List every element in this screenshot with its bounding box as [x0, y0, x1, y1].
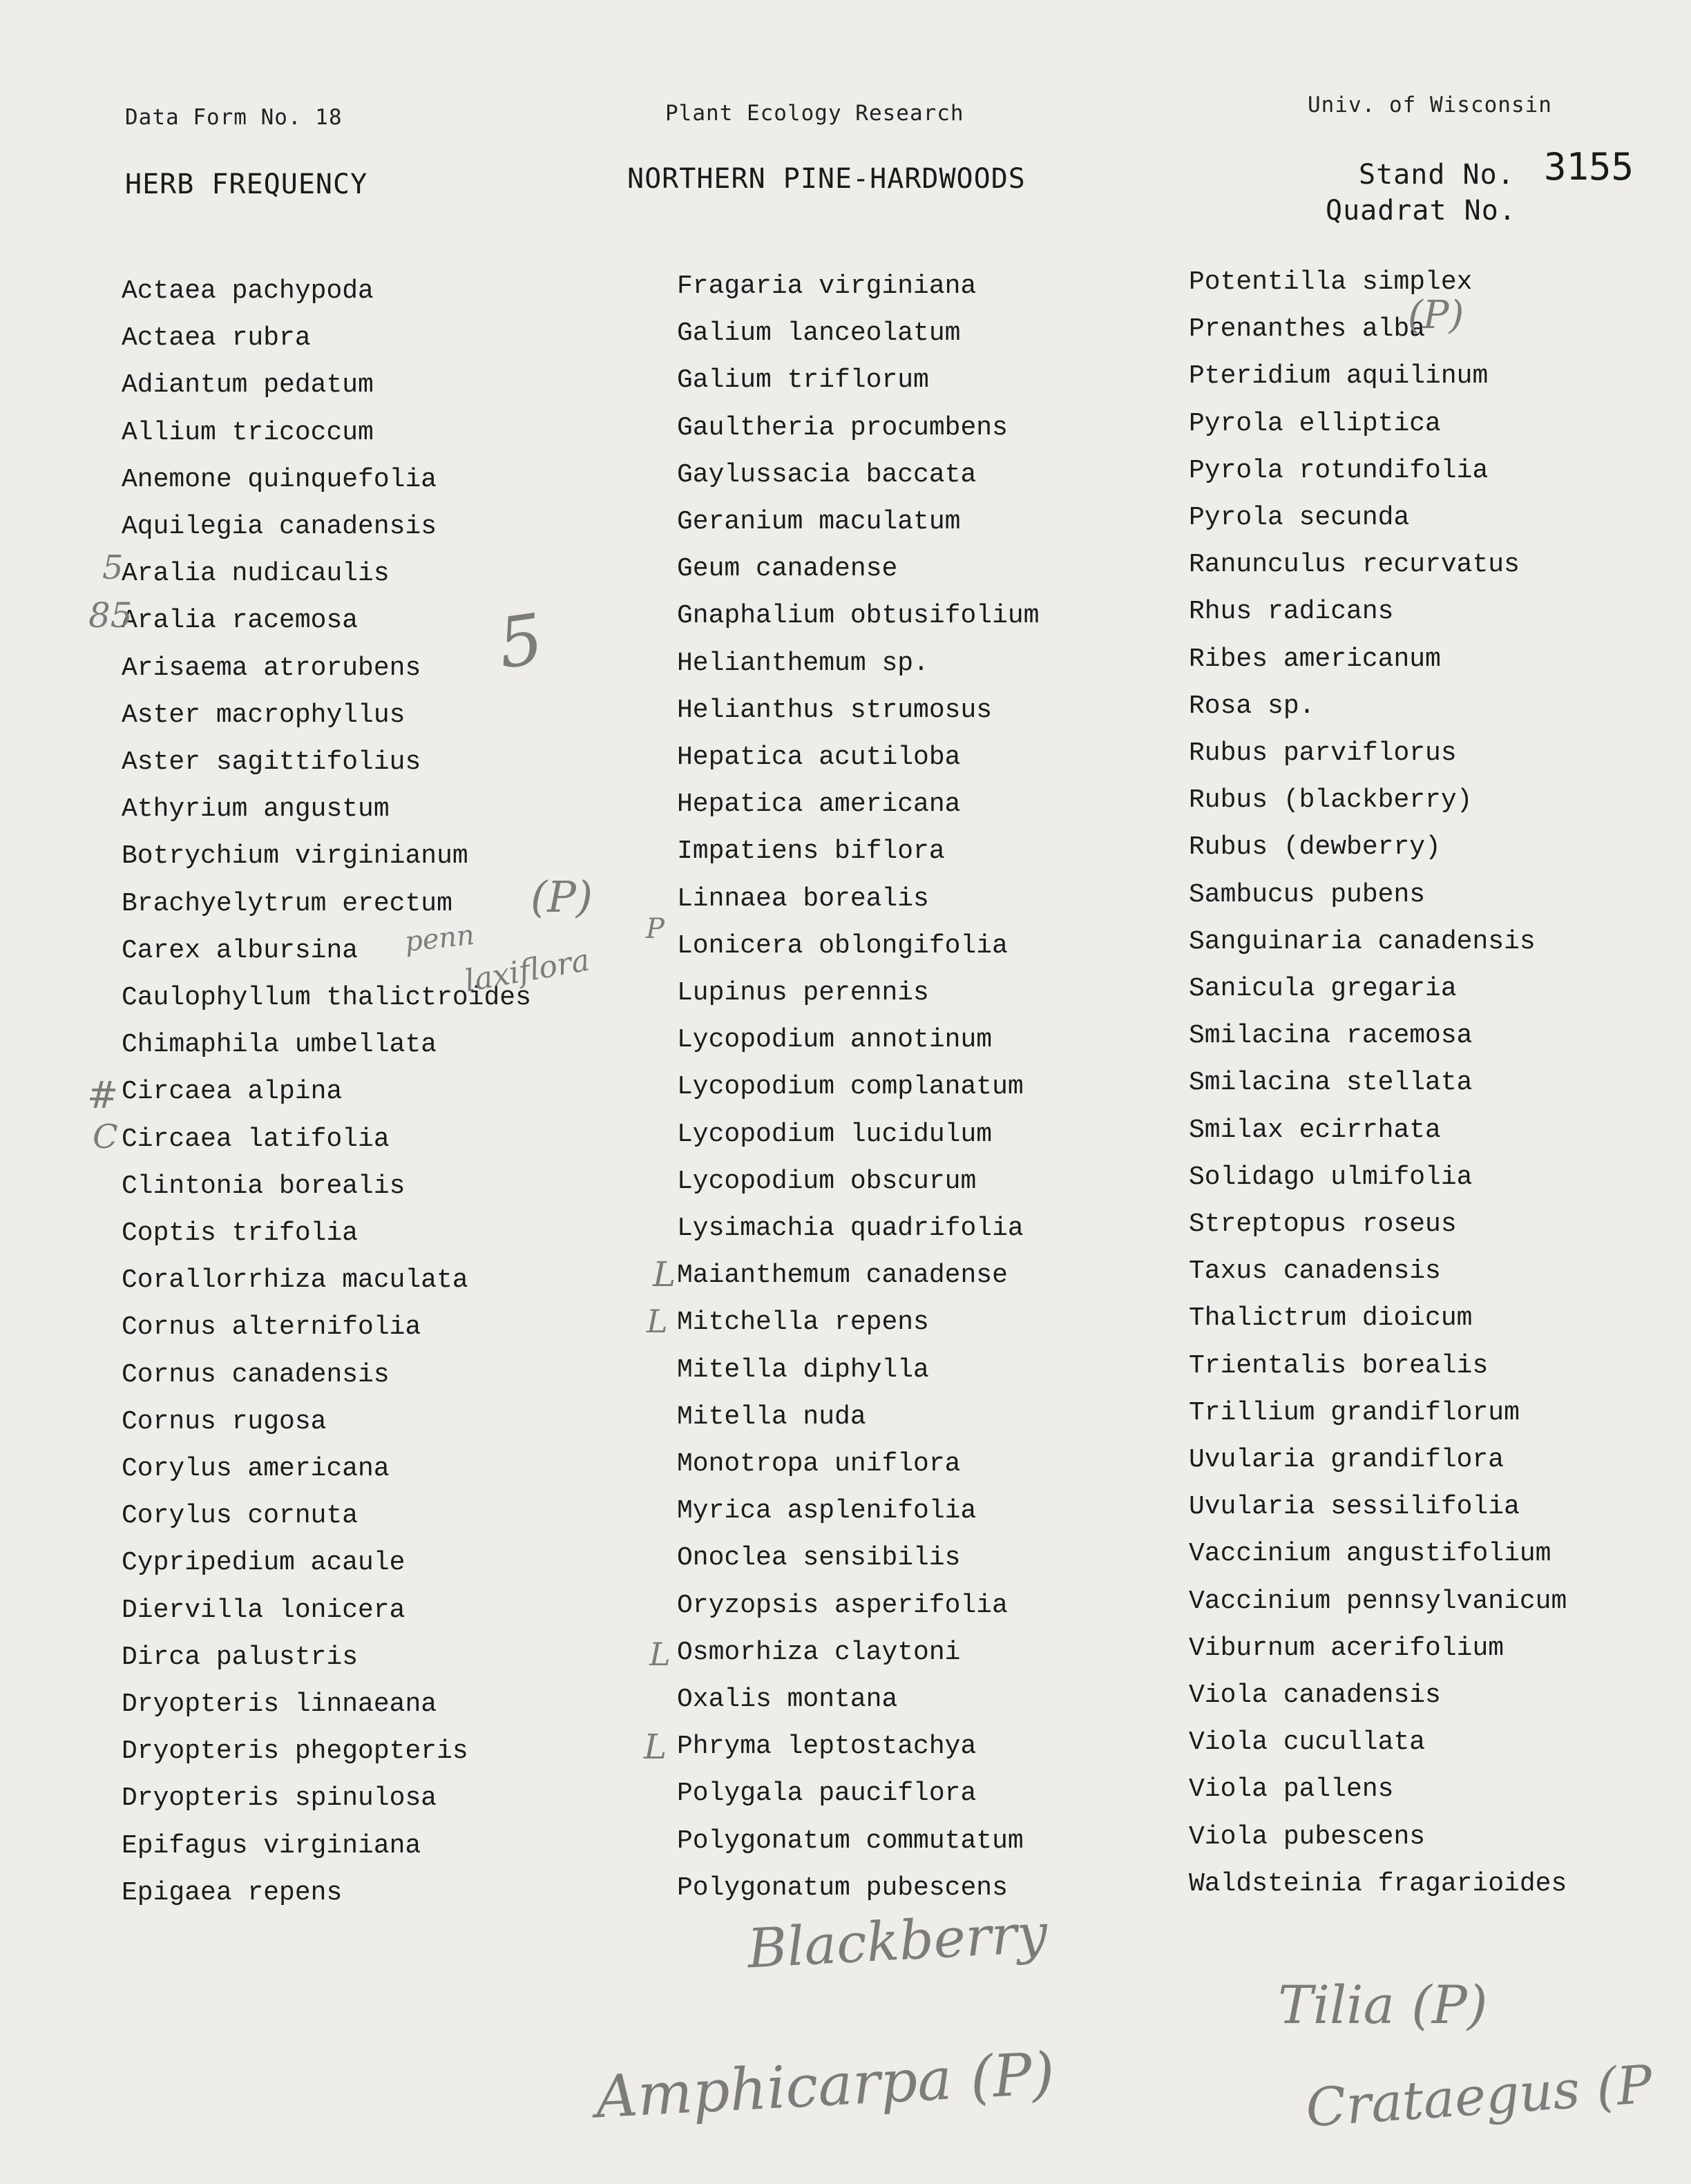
form-number: Data Form No. 18 — [125, 105, 343, 130]
species-name: Mitella nuda — [677, 1401, 866, 1432]
species-name: Epigaea repens — [122, 1877, 343, 1908]
species-name: Sanicula gregaria — [1189, 974, 1457, 1004]
species-name: Cypripedium acaule — [122, 1548, 405, 1578]
stand-number: 3155 — [1544, 145, 1634, 189]
species-name: Myrica asplenifolia — [677, 1496, 977, 1526]
species-name: Rhus radicans — [1189, 597, 1394, 627]
species-name: Hepatica acutiloba — [677, 743, 961, 772]
species-name: Maianthemum canadense — [677, 1261, 1008, 1291]
species-name: Dryopteris spinulosa — [122, 1783, 437, 1814]
species-name: Polygala pauciflora — [677, 1779, 977, 1809]
species-name: Polygonatum commutatum — [677, 1826, 1024, 1856]
species-name: Corylus cornuta — [122, 1501, 359, 1531]
species-name: Gaultheria procumbens — [677, 412, 1008, 443]
species-name: Aralia racemosa — [122, 606, 359, 636]
pencil-amphicarpa: Amphicarpa (P) — [593, 2039, 1057, 2132]
quadrat-label: Quadrat No. — [1326, 195, 1516, 227]
species-name: Cornus canadensis — [122, 1359, 390, 1390]
species-name: Lupinus perennis — [677, 978, 929, 1008]
species-name: Coptis trifolia — [122, 1218, 359, 1248]
species-name: Viola cucullata — [1189, 1727, 1426, 1758]
species-name: Solidago ulmifolia — [1189, 1162, 1473, 1192]
pencil-laxiflora-p: P — [646, 913, 665, 945]
species-name: Botrychium virginianum — [122, 841, 468, 872]
pencil-mark-phryma: L — [644, 1727, 667, 1767]
pencil-mark-osmorhiza: L — [649, 1636, 671, 1673]
species-name: Gnaphalium obtusifolium — [677, 601, 1040, 631]
species-name: Ribes americanum — [1189, 644, 1441, 674]
species-name: Carex albursina — [122, 935, 359, 966]
species-name: Helianthus strumosus — [677, 695, 993, 725]
species-name: Diervilla lonicera — [122, 1595, 405, 1625]
species-name: Galium lanceolatum — [677, 318, 961, 349]
species-name: Aquilegia canadensis — [122, 512, 437, 542]
species-name: Pyrola elliptica — [1189, 408, 1441, 439]
species-name: Smilax ecirrhata — [1189, 1115, 1441, 1145]
form-title: HERB FREQUENCY — [125, 169, 368, 200]
pencil-mark-circaea-alpina: # — [87, 1073, 119, 1117]
species-name: Onoclea sensibilis — [677, 1543, 961, 1573]
species-name: Thalictrum dioicum — [1189, 1303, 1473, 1334]
species-name: Fragaria virginiana — [677, 271, 977, 301]
species-name: Gaylussacia baccata — [677, 459, 977, 490]
pencil-mark-aralia-racemosa: 85 — [88, 595, 133, 635]
species-name: Rubus parviflorus — [1189, 738, 1457, 768]
pencil-laxiflora: laxiflora — [461, 942, 593, 999]
species-name: Smilacina stellata — [1189, 1068, 1473, 1098]
pencil-blackberry: Blackberry — [745, 1902, 1049, 1981]
species-name: Brachyelytrum erectum — [122, 888, 452, 919]
species-name: Aster macrophyllus — [122, 700, 405, 730]
species-name: Uvularia sessilifolia — [1189, 1492, 1520, 1522]
community-title: NORTHERN PINE-HARDWOODS — [627, 163, 1026, 195]
species-name: Dryopteris linnaeana — [122, 1689, 437, 1719]
species-name: Lycopodium lucidulum — [677, 1119, 993, 1149]
species-name: Athyrium angustum — [122, 794, 390, 825]
species-name: Phryma leptostachya — [677, 1732, 977, 1762]
pencil-penn: penn — [403, 919, 476, 959]
species-name: Helianthemum sp. — [677, 648, 929, 678]
species-name: Geranium maculatum — [677, 507, 961, 537]
species-name: Lycopodium complanatum — [677, 1072, 1024, 1102]
species-name: Anemone quinquefolia — [122, 464, 437, 495]
species-name: Rubus (blackberry) — [1189, 785, 1473, 816]
species-name: Taxus canadensis — [1189, 1256, 1441, 1287]
species-name: Viola canadensis — [1189, 1680, 1441, 1710]
species-name: Sanguinaria canadensis — [1189, 926, 1536, 957]
species-name: Aralia nudicaulis — [122, 559, 390, 589]
species-name: Sambucus pubens — [1189, 879, 1426, 910]
species-name: Lysimachia quadrifolia — [677, 1214, 1024, 1243]
species-name: Vaccinium pennsylvanicum — [1189, 1586, 1567, 1616]
pencil-mark-circaea-latifolia: C — [93, 1118, 118, 1156]
species-name: Streptopus roseus — [1189, 1209, 1457, 1239]
species-name: Oxalis montana — [677, 1685, 898, 1714]
species-name: Lycopodium annotinum — [677, 1025, 993, 1055]
species-name: Corylus americana — [122, 1454, 390, 1484]
pencil-five: 5 — [493, 598, 548, 684]
species-name: Waldsteinia fragarioides — [1189, 1868, 1567, 1899]
species-name: Uvularia grandiflora — [1189, 1445, 1504, 1475]
stand-label: Stand No. — [1359, 159, 1515, 191]
species-name: Aster sagittifolius — [122, 747, 421, 777]
species-name: Prenanthes alba — [1189, 314, 1426, 345]
species-name: Galium triflorum — [677, 365, 929, 396]
species-name: Osmorhiza claytoni — [677, 1637, 961, 1667]
species-name: Dryopteris phegopteris — [122, 1736, 468, 1767]
species-name: Smilacina racemosa — [1189, 1021, 1473, 1051]
species-name: Chimaphila umbellata — [122, 1030, 437, 1060]
species-name: Circaea alpina — [122, 1077, 343, 1107]
species-name: Circaea latifolia — [122, 1124, 390, 1154]
species-name: Ranunculus recurvatus — [1189, 550, 1520, 580]
species-name: Adiantum pedatum — [122, 370, 374, 401]
species-name: Vaccinium angustifolium — [1189, 1539, 1551, 1569]
species-name: Rubus (dewberry) — [1189, 832, 1441, 863]
species-name: Impatiens biflora — [677, 836, 945, 867]
species-name: Clintonia borealis — [122, 1171, 405, 1201]
species-name: Pyrola rotundifolia — [1189, 455, 1489, 486]
species-name: Epifagus virginiana — [122, 1830, 421, 1861]
species-name: Viola pallens — [1189, 1774, 1394, 1805]
species-name: Allium tricoccum — [122, 417, 374, 448]
pencil-prenanthes-mark: (P) — [1408, 293, 1464, 338]
species-name: Trillium grandiflorum — [1189, 1397, 1520, 1428]
research-heading: Plant Ecology Research — [665, 101, 964, 126]
pencil-tilia: Tilia (P) — [1278, 1974, 1488, 2035]
species-name: Polygonatum pubescens — [677, 1872, 1008, 1903]
species-name: Corallorrhiza maculata — [122, 1265, 468, 1296]
species-name: Mitella diphylla — [677, 1354, 929, 1385]
pencil-crataegus: Crataegus (P — [1303, 2053, 1654, 2139]
university-heading: Univ. of Wisconsin — [1308, 93, 1552, 117]
species-name: Viola pubescens — [1189, 1821, 1426, 1852]
pencil-brachy-mark: (P) — [531, 872, 593, 922]
species-name: Actaea pachypoda — [122, 276, 374, 306]
species-name: Viburnum acerifolium — [1189, 1633, 1504, 1663]
species-name: Actaea rubra — [122, 323, 311, 354]
species-name: Pteridium aquilinum — [1189, 361, 1489, 392]
species-name: Cornus alternifolia — [122, 1312, 421, 1343]
pencil-mark-maianthemum: L — [653, 1254, 676, 1294]
species-name: Lonicera oblongifolia — [677, 930, 1008, 961]
species-name: Hepatica americana — [677, 789, 961, 820]
species-name: Rosa sp. — [1189, 691, 1315, 721]
species-name: Pyrola secunda — [1189, 503, 1410, 533]
species-name: Caulophyllum thalictroides — [122, 983, 531, 1013]
species-name: Cornus rugosa — [122, 1406, 327, 1437]
species-name: Mitchella repens — [677, 1307, 929, 1338]
species-name: Oryzopsis asperifolia — [677, 1590, 1008, 1620]
pencil-mark-aralia-nudicaulis: 5 — [102, 548, 124, 587]
species-name: Arisaema atrorubens — [122, 653, 421, 683]
species-name: Dirca palustris — [122, 1642, 359, 1672]
pencil-mark-mitchella: L — [647, 1303, 668, 1340]
species-name: Linnaea borealis — [677, 883, 929, 914]
species-name: Lycopodium obscurum — [677, 1166, 977, 1196]
species-name: Monotropa uniflora — [677, 1449, 961, 1479]
species-name: Trientalis borealis — [1189, 1350, 1489, 1381]
species-name: Potentilla simplex — [1189, 267, 1473, 297]
species-name: Geum canadense — [677, 554, 898, 584]
